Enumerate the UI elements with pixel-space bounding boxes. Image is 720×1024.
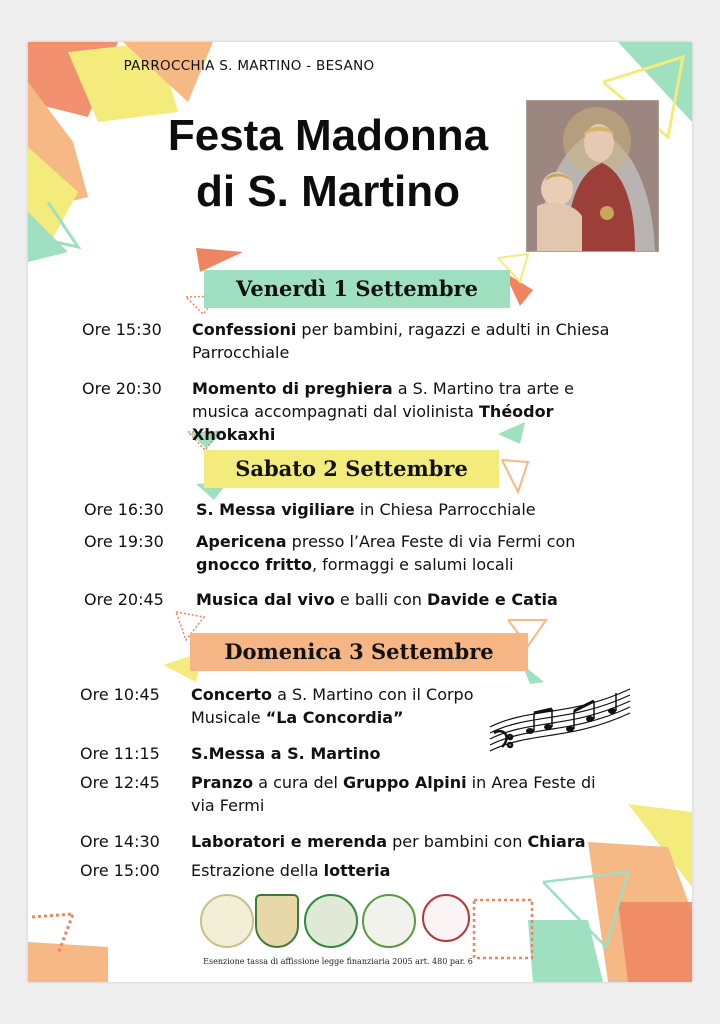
municipal-crest-logo [255, 894, 299, 948]
event-highlight: gnocco fritto [196, 555, 312, 574]
event-highlight: S. Messa vigiliare [196, 500, 355, 519]
event-time: Ore 19:30 [84, 532, 164, 551]
event-text: a S. Martino con il Corpo Musicale [191, 685, 474, 727]
coop-community-logo [362, 894, 416, 948]
event-highlight: lotteria [323, 861, 391, 880]
event-highlight: Théodor Xhokaxhi [192, 402, 554, 444]
sponsor-logos [200, 894, 470, 954]
event-highlight: Concerto [191, 685, 272, 704]
event-description [196, 498, 616, 521]
title-line-2: di S. Martino [196, 167, 460, 216]
event-text: Estrazione della [191, 861, 324, 880]
day-banner: Venerdì 1 Settembre [204, 270, 510, 308]
event-highlight: “La Concordia” [265, 708, 404, 727]
event-time: Ore 15:30 [82, 320, 162, 339]
event-text: in Area Feste di via Fermi [191, 773, 596, 815]
event-highlight: Laboratori e merenda [191, 832, 388, 851]
alpini-logo [304, 894, 358, 948]
event-text: , formaggi e salumi locali [312, 555, 514, 574]
event-highlight: Pranzo [191, 773, 254, 792]
event-text: per bambini con [387, 832, 528, 851]
event-text: presso l’Area Feste di via Fermi con [286, 532, 576, 551]
event-time: Ore 20:45 [84, 590, 164, 609]
event-description [191, 771, 621, 817]
la-concordia-logo [422, 894, 470, 942]
event-time: Ore 20:30 [82, 379, 162, 398]
event-text: e balli con [334, 590, 428, 609]
event-highlight: Gruppo Alpini [343, 773, 467, 792]
event-title [118, 108, 538, 220]
event-text: in Chiesa Parrocchiale [354, 500, 536, 519]
event-highlight: Musica dal vivo [196, 590, 335, 609]
event-description [191, 742, 621, 765]
event-highlight: Apericena [196, 532, 287, 551]
parish-name: PARROCCHIA S. MARTINO - BESANO [123, 58, 375, 74]
event-highlight: S.Messa a S. Martino [191, 744, 381, 763]
event-time: Ore 12:45 [80, 773, 160, 792]
tax-exemption-note: Esenzione tassa di affissione legge finanziaria 2005 art. 480 par. 6 [203, 957, 473, 966]
event-time: Ore 16:30 [84, 500, 164, 519]
event-time: Ore 14:30 [80, 832, 160, 851]
event-highlight: Davide e Catia [427, 590, 558, 609]
event-highlight: Momento di preghiera [192, 379, 393, 398]
event-description [192, 318, 622, 364]
day-banner: Sabato 2 Settembre [204, 450, 499, 488]
event-description [191, 859, 621, 882]
day-banner: Domenica 3 Settembre [190, 633, 528, 671]
event-description [191, 683, 491, 729]
event-description [192, 377, 622, 446]
event-description [191, 830, 621, 853]
event-time: Ore 11:15 [80, 744, 160, 763]
parish-seal-logo [200, 894, 254, 948]
event-time: Ore 15:00 [80, 861, 160, 880]
event-text: a S. Martino tra arte e musica accompagnati dal violinista [192, 379, 575, 421]
event-poster [28, 42, 692, 982]
title-line-1: Festa Madonna [167, 111, 489, 160]
event-highlight: Chiara [527, 832, 586, 851]
event-text: a cura del [253, 773, 344, 792]
event-description [196, 588, 616, 611]
event-time: Ore 10:45 [80, 685, 160, 704]
madonna-fresco-image [526, 100, 659, 252]
event-highlight: Confessioni [192, 320, 297, 339]
event-description [196, 530, 616, 576]
event-text: per bambini, ragazzi e adulti in Chiesa Parrocchiale [192, 320, 610, 362]
